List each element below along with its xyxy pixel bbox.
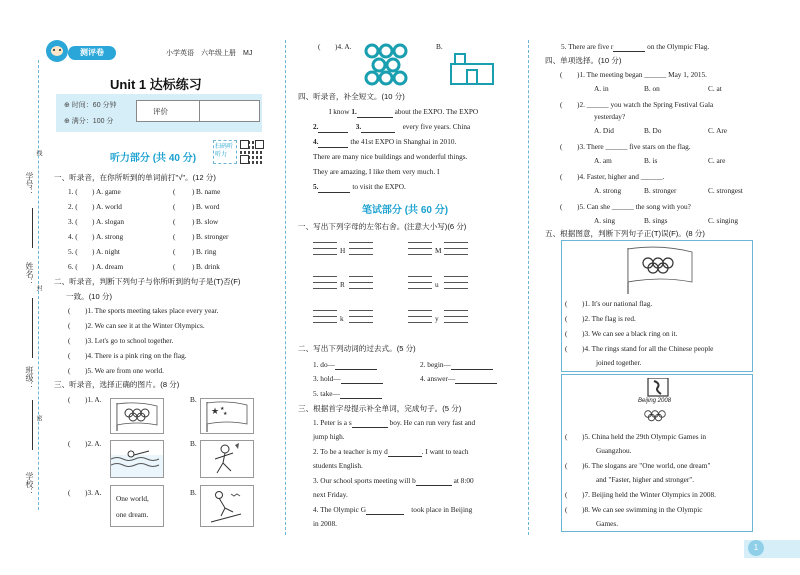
given-letter: H <box>340 246 346 255</box>
column-divider-2 <box>528 40 529 535</box>
fold-mark-1: 线 <box>35 150 41 156</box>
s4-line-2: 2. 3. every five years. China <box>313 122 471 131</box>
s2-row: ( )3. Let's go to school together. <box>68 336 174 345</box>
w4-q: ( )1. The meeting began ______ May 1, 2015. <box>560 70 707 79</box>
seat-label: 学号： <box>25 172 34 196</box>
evaluate-label: 评价 <box>153 107 168 116</box>
writing-line <box>408 276 432 277</box>
book-info: 小学英语 六年级上册 MJ <box>166 50 253 57</box>
name-line <box>32 298 33 358</box>
s1-title: 一、听录音，在你所听到的单词前打"√"。(12 分) <box>54 173 216 182</box>
writing-line <box>408 322 432 323</box>
s2-list <box>68 306 218 381</box>
brand-badge: 测评卷 <box>68 46 116 60</box>
w4-options: A. am B. is C. are <box>594 156 726 165</box>
writing-line <box>444 242 468 243</box>
given-letter: u <box>435 280 439 289</box>
w5-box-1 <box>561 240 753 372</box>
s4-line-4: There are many nice buildings and wonderful things. <box>313 152 468 161</box>
written-title: 笔试部分 (共 60 分) <box>361 205 449 216</box>
s2-row: ( )5. We are from one world. <box>68 366 164 375</box>
w2-item-5: 5. take— <box>313 389 382 399</box>
w3-line: jump high. <box>313 432 345 441</box>
w3-line: 1. Peter is a s boy. He can run very fast and <box>313 418 476 427</box>
w5-row-cont: Guangzhou. <box>596 446 632 455</box>
score-label: ⊕ 满分：100 分 <box>64 118 114 125</box>
seat-line <box>32 208 33 248</box>
w3-line: 4. The Olympic G took place in Beijing <box>313 505 473 514</box>
writing-line <box>349 310 373 311</box>
w5-row: ( )4. The rings stand for all the Chinese people <box>565 344 714 353</box>
s2-row: ( )4. There is a pink ring on the flag. <box>68 351 187 360</box>
w4-options: A. in B. on C. at <box>594 84 722 93</box>
s1-row: 4. ( A. strong ( B. stronger ) ) <box>68 232 229 241</box>
s4-title: 四、听录音，补全短文。(10 分) <box>298 92 405 101</box>
given-letter: M <box>435 246 442 255</box>
s3-q3-b: B. <box>190 488 197 497</box>
skiing-picture <box>200 485 254 527</box>
time-label: ⊕ 时间：60 分钟 <box>64 102 117 109</box>
s1-list <box>68 187 268 277</box>
w5-title: 五、根据图意，判断下列句子正(T)误(F)。(8 分) <box>545 229 705 238</box>
w4-options: A. sing B. sings C. singing <box>594 216 739 225</box>
w3-line: next Friday. <box>313 490 348 499</box>
w4-options: A. strong B. stronger C. strongest <box>594 186 743 195</box>
beijing-2008-emblem <box>634 378 682 424</box>
slogan-line-2: one dream. <box>116 510 149 519</box>
olympic-flag-picture <box>110 398 164 434</box>
writing-line <box>408 242 432 243</box>
writing-line <box>349 288 373 289</box>
s1-row: 3. ( A. slogan ( B. slow ) ) <box>68 217 219 226</box>
w3-line: students English. <box>313 461 363 470</box>
s4-line-5: They are amazing, I like them very much. I <box>313 167 440 176</box>
writing-line <box>444 276 468 277</box>
flag-with-stars-picture <box>200 398 254 434</box>
writing-line <box>408 310 432 311</box>
s1-row: 2. ( A. world ( B. word ) ) <box>68 202 220 211</box>
s2-row: ( )1. The sports meeting takes place every year. <box>68 306 219 315</box>
writing-line <box>349 276 373 277</box>
s2-title-cont: 一致。(10 分) <box>66 292 112 301</box>
w2-item-3: 3. hold— <box>313 374 383 384</box>
writing-line <box>349 254 373 255</box>
w5-row: ( )2. The flag is red. <box>565 314 636 323</box>
evaluate-box <box>136 100 260 122</box>
name-label: 姓名： <box>25 262 34 286</box>
w2-item-4: 4. answer— <box>420 374 497 384</box>
building-picture <box>449 50 495 86</box>
letter-neighbor-item <box>313 270 403 300</box>
unit-title: Unit 1 达标练习 <box>110 77 202 92</box>
s4-line-1: I know 1. about the EXPO. The EXPO <box>329 107 479 116</box>
writing-line <box>349 242 373 243</box>
s3-q2-b: B. <box>190 439 197 448</box>
w4-options: A. Did B. Do C. Are <box>594 126 728 135</box>
writing-line <box>313 322 337 323</box>
writing-line <box>444 282 468 283</box>
fold-mark-2: 封 <box>35 285 41 291</box>
qr-caption-box <box>213 140 237 164</box>
svg-text:★: ★ <box>220 407 225 412</box>
w4-q: ( )5. Can she ______ the song with you? <box>560 202 691 211</box>
w5-row: ( )1. It's our national flag. <box>565 299 653 308</box>
qr-code-icon <box>240 140 264 164</box>
class-label: 班级： <box>25 366 34 390</box>
writing-line <box>313 254 337 255</box>
w5-row: ( )6. The slogans are "One world, one dream" <box>565 461 711 470</box>
beijing-2008-text: Beijing 2008 <box>638 398 672 404</box>
w3-sentences <box>313 418 475 533</box>
s1-row: 5. ( A. night ( B. ring ) ) <box>68 247 217 256</box>
binding-strip <box>0 0 46 575</box>
s3-q4-b: B. <box>436 42 443 51</box>
fold-mark-3: 密 <box>35 415 41 421</box>
writing-line <box>444 254 468 255</box>
writing-line <box>444 248 468 249</box>
qr-caption: 扫码听听力 <box>215 144 234 158</box>
writing-line <box>313 288 337 289</box>
w4-q: ( )4. Faster, higher and ______. <box>560 172 665 181</box>
w5-row: ( )7. Beijing held the Winter Olympics in 2008. <box>565 490 716 499</box>
s3-q1: ( )1. A. <box>68 395 102 404</box>
slogan-line-1: One world, <box>116 494 149 503</box>
s3-q2: ( )2. A. <box>68 439 102 448</box>
writing-line <box>313 310 337 311</box>
w3-line: 3. Our school sports meeting will b at 8:00 <box>313 476 474 485</box>
w2-item-1: 1. do— <box>313 360 377 370</box>
writing-line <box>408 288 432 289</box>
w2-item-2: 2. begin— <box>420 360 493 370</box>
w1-title: 一、写出下列字母的左邻右舍。(注意大小写)(6 分) <box>298 222 467 231</box>
s3-q4: ( )4. A. <box>318 42 352 51</box>
w3-line: in 2008. <box>313 519 337 528</box>
w5-row-cont: and "Faster, higher and stronger". <box>596 475 695 484</box>
column-divider-1 <box>285 40 286 535</box>
w4-title: 四、单项选择。(10 分) <box>545 56 622 65</box>
writing-line <box>444 322 468 323</box>
w2-title: 二、写出下列动词的过去式。(5 分) <box>298 344 416 353</box>
w5-box-2 <box>561 374 753 532</box>
writing-line <box>444 310 468 311</box>
svg-text:★: ★ <box>223 412 228 417</box>
w1-letter-grid <box>313 236 523 336</box>
writing-line <box>313 282 337 283</box>
s2-title: 二、听录音，判断下列句子与你所听到的句子是(T)否(F) <box>54 277 241 286</box>
w4-q: ( )2. ______ you watch the Spring Festival Gala <box>560 100 714 109</box>
s3-title: 三、听录音，选择正确的图片。(8 分) <box>54 380 180 389</box>
w5-row: ( )8. We can see swimming in the Olympic <box>565 505 703 514</box>
class-line <box>32 400 33 450</box>
letter-neighbor-item <box>408 236 498 266</box>
s1-row: 1. ( A. game ( B. name ) ) <box>68 187 221 196</box>
s4-passage <box>313 105 478 195</box>
w5-row: ( )3. We can see a black ring on it. <box>565 329 678 338</box>
s4-line-3: 4. the 41st EXPO in Shanghai in 2010. <box>313 137 457 146</box>
writing-line <box>408 248 432 249</box>
w5-row: ( )5. China held the 29th Olympic Games in <box>565 432 707 441</box>
given-letter: R <box>340 280 345 289</box>
letter-neighbor-item <box>313 304 403 334</box>
olympic-rings-picture <box>363 42 409 86</box>
svg-text:★: ★ <box>211 406 220 416</box>
info-box <box>56 94 262 132</box>
s1-row: 6. ( A. dream ( B. drink ) ) <box>68 262 220 271</box>
slogan-picture <box>110 485 164 527</box>
writing-line <box>408 254 432 255</box>
w3-line: 2. To be a teacher is my d . I want to teach <box>313 447 469 456</box>
swimming-picture <box>110 440 164 478</box>
writing-line <box>313 242 337 243</box>
writing-line <box>408 316 432 317</box>
w5-row-cont: Games. <box>596 519 619 528</box>
w4-q: ( )3. There ______ five stars on the flag. <box>560 142 691 151</box>
writing-line <box>349 248 373 249</box>
letter-neighbor-item <box>408 270 498 300</box>
mascot-icon <box>46 40 68 62</box>
w5-row-cont: joined together. <box>596 358 642 367</box>
given-letter: y <box>435 314 439 323</box>
writing-line <box>444 288 468 289</box>
writing-line <box>313 316 337 317</box>
s4-line-6: 5. to visit the EXPO. <box>313 182 406 191</box>
writing-line <box>349 282 373 283</box>
letter-neighbor-item <box>313 236 403 266</box>
s3-q3: ( )3. A. <box>68 488 102 497</box>
listening-title: 听力部分 (共 40 分) <box>109 153 197 164</box>
writing-line <box>313 276 337 277</box>
runner-picture <box>200 440 254 478</box>
writing-line <box>313 248 337 249</box>
given-letter: k <box>340 314 344 323</box>
school-label: 学校： <box>25 472 34 496</box>
writing-line <box>444 316 468 317</box>
w4-questions <box>560 70 743 232</box>
writing-line <box>349 322 373 323</box>
writing-line <box>408 282 432 283</box>
s3-q1-b: B. <box>190 395 197 404</box>
writing-line <box>349 316 373 317</box>
page-number: 1 <box>748 540 764 556</box>
w3-line-5: 5. There are five r on the Olympic Flag. <box>561 42 710 51</box>
olympic-flag-illustration <box>622 246 694 294</box>
w4-q-cont: yesterday? <box>594 112 626 121</box>
s2-row: ( )2. We can see it at the Winter Olympics. <box>68 321 205 330</box>
w3-title: 三、根据首字母提示补全单词，完成句子。(5 分) <box>298 404 462 413</box>
letter-neighbor-item <box>408 304 498 334</box>
